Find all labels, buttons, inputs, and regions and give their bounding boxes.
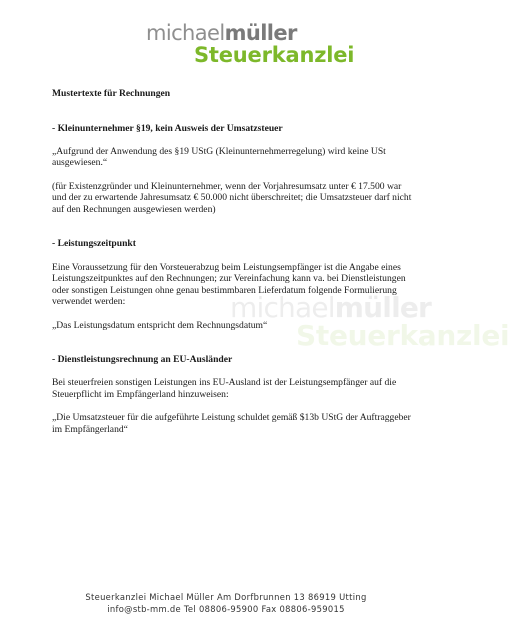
footer-address: Steuerkanzlei Michael Müller Am Dorfbrunnen 13 86919 Utting <box>85 592 367 602</box>
watermark-first: michael <box>230 291 335 324</box>
logo-subtitle: Steuerkanzlei <box>194 43 355 67</box>
section-paragraph: „Die Umsatzsteuer für die aufgeführte Leistung schuldet gemäß $13b UStG der Auftraggeber im Empfängerland“ <box>52 412 411 435</box>
section-paragraph: Bei steuerfreien sonstigen Leistungen ins EU-Ausland ist der Leistungsempfänger auf die Steuerpflicht im Empfängerland hinzuweisen: <box>52 377 397 400</box>
section-heading: - Dienstleistungsrechnung an EU-Ausländer <box>52 354 233 366</box>
section-heading: - Kleinunternehmer §19, kein Ausweis der Umsatzsteuer <box>52 122 283 134</box>
section-paragraph: Eine Voraussetzung für den Vorsteuerabzug beim Leistungsempfänger ist die Angabe eines Leistungszeitpunktes auf den Rechnungen; zur Vereinfachung kann va. bei Dienstleistungen oder sonstigen Leistungen ohne genau bestimmbaren Lieferdatum folgende Formulierung verwendet werden: <box>52 261 406 308</box>
section-heading: - Leistungszeitpunkt <box>52 238 136 250</box>
watermark-last: müller <box>334 291 432 324</box>
section-paragraph: „Das Leistungsdatum entspricht dem Rechnungsdatum“ <box>52 319 268 331</box>
logo-last-name: müller <box>224 21 297 45</box>
document-title: Mustertexte für Rechnungen <box>52 88 171 99</box>
section-paragraph: „Aufgrund der Anwendung des §19 UStG (Kleinunternehmerregelung) wird keine USt ausgewiesen.“ <box>52 145 386 169</box>
section-paragraph: (für Existenzgründer und Kleinunternehmer, wenn der Vorjahresumsatz unter € 17.500 war und der zu erwartende Jahresumsatz € 50.000 nicht überschreitet; die Umsatzsteuer darf nicht auf den Rechnungen ausgewiesen werden) <box>52 180 412 215</box>
document-body <box>52 88 412 447</box>
logo-first-name: michael <box>146 21 225 45</box>
page-footer <box>0 591 452 615</box>
company-logo <box>146 21 355 67</box>
logo-name <box>146 22 336 44</box>
watermark-sub: Steuerkanzlei <box>296 319 509 352</box>
footer-contact: info@stb-mm.de Tel 08806-95900 Fax 08806-959015 <box>107 604 345 614</box>
